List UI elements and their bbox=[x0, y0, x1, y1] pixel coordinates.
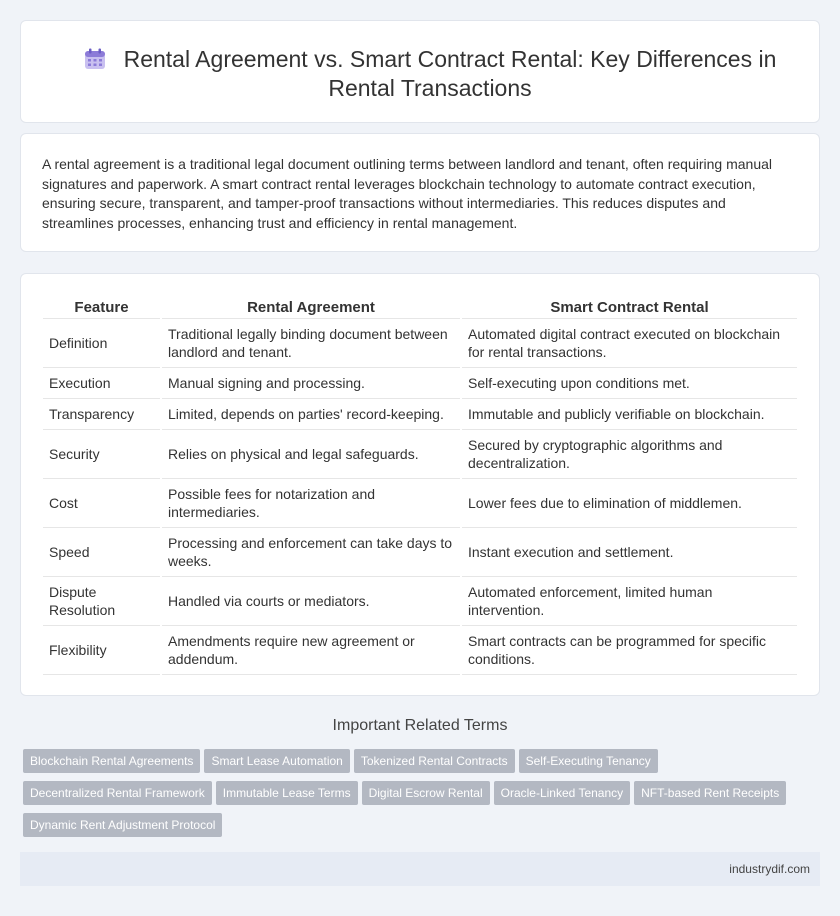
related-term-tag[interactable]: Smart Lease Automation bbox=[204, 749, 349, 773]
header-card bbox=[20, 20, 820, 123]
rental-agreement-cell: Limited, depends on parties' record-keeping. bbox=[162, 399, 460, 430]
table-row bbox=[43, 399, 797, 430]
related-term-tag[interactable]: NFT-based Rent Receipts bbox=[634, 781, 786, 805]
rental-agreement-cell: Amendments require new agreement or addendum. bbox=[162, 626, 460, 675]
title-wrap bbox=[61, 45, 799, 103]
header-feature: Feature bbox=[43, 294, 160, 319]
intro-paragraph: A rental agreement is a traditional legal document outlining terms between landlord and tenant, often requiring manual signatures and paperwork. A smart contract rental leverages blockchain technology to automate contract execution, ensuring secure, transparent, and tamper-proof transactions without intermediaries. This reduces disputes and streamlines processes, enhancing trust and efficiency in rental management. bbox=[42, 156, 773, 231]
rental-agreement-cell: Traditional legally binding document between landlord and tenant. bbox=[162, 319, 460, 368]
related-term-tag[interactable]: Digital Escrow Rental bbox=[362, 781, 490, 805]
related-term-tag[interactable]: Blockchain Rental Agreements bbox=[23, 749, 200, 773]
feature-cell: Transparency bbox=[43, 399, 160, 430]
feature-cell: Dispute Resolution bbox=[43, 577, 160, 626]
related-term-tag[interactable]: Oracle-Linked Tenancy bbox=[494, 781, 631, 805]
related-term-tag[interactable]: Self-Executing Tenancy bbox=[519, 749, 658, 773]
smart-contract-cell: Automated enforcement, limited human intervention. bbox=[462, 577, 797, 626]
table-header-row bbox=[43, 294, 797, 319]
header-rental-agreement: Rental Agreement bbox=[162, 294, 460, 319]
page-title bbox=[61, 45, 799, 103]
table-row bbox=[43, 430, 797, 479]
table-row bbox=[43, 319, 797, 368]
smart-contract-cell: Automated digital contract executed on blockchain for rental transactions. bbox=[462, 319, 797, 368]
rental-agreement-cell: Handled via courts or mediators. bbox=[162, 577, 460, 626]
table-row bbox=[43, 626, 797, 675]
intro-card bbox=[20, 133, 820, 252]
footer bbox=[20, 852, 820, 886]
feature-cell: Definition bbox=[43, 319, 160, 368]
smart-contract-cell: Instant execution and settlement. bbox=[462, 528, 797, 577]
feature-cell: Cost bbox=[43, 479, 160, 528]
related-term-tag[interactable]: Immutable Lease Terms bbox=[216, 781, 358, 805]
table-row bbox=[43, 577, 797, 626]
page-title-text: Rental Agreement vs. Smart Contract Rental: Key Differences in Rental Transactions bbox=[123, 46, 777, 101]
related-term-tag[interactable]: Decentralized Rental Framework bbox=[23, 781, 212, 805]
table-row bbox=[43, 528, 797, 577]
smart-contract-cell: Self-executing upon conditions met. bbox=[462, 368, 797, 399]
feature-cell: Execution bbox=[43, 368, 160, 399]
smart-contract-cell: Lower fees due to elimination of middlemen. bbox=[462, 479, 797, 528]
smart-contract-cell: Smart contracts can be programmed for specific conditions. bbox=[462, 626, 797, 675]
comparison-card bbox=[20, 273, 820, 696]
rental-agreement-cell: Possible fees for notarization and intermediaries. bbox=[162, 479, 460, 528]
related-terms-title: Important Related Terms bbox=[332, 717, 508, 734]
rental-agreement-cell: Relies on physical and legal safeguards. bbox=[162, 430, 460, 479]
rental-agreement-cell: Manual signing and processing. bbox=[162, 368, 460, 399]
table-row bbox=[43, 479, 797, 528]
rental-agreement-cell: Processing and enforcement can take days to weeks. bbox=[162, 528, 460, 577]
header-smart-contract: Smart Contract Rental bbox=[462, 294, 797, 319]
table-row bbox=[43, 368, 797, 399]
related-term-tag[interactable]: Tokenized Rental Contracts bbox=[354, 749, 515, 773]
calendar-icon bbox=[84, 48, 106, 70]
feature-cell: Security bbox=[43, 430, 160, 479]
smart-contract-cell: Secured by cryptographic algorithms and decentralization. bbox=[462, 430, 797, 479]
feature-cell: Speed bbox=[43, 528, 160, 577]
feature-cell: Flexibility bbox=[43, 626, 160, 675]
footer-site-link[interactable]: industrydif.com bbox=[729, 862, 810, 876]
comparison-table bbox=[41, 294, 799, 675]
related-terms-list bbox=[23, 749, 823, 845]
related-term-tag[interactable]: Dynamic Rent Adjustment Protocol bbox=[23, 813, 222, 837]
smart-contract-cell: Immutable and publicly verifiable on blockchain. bbox=[462, 399, 797, 430]
